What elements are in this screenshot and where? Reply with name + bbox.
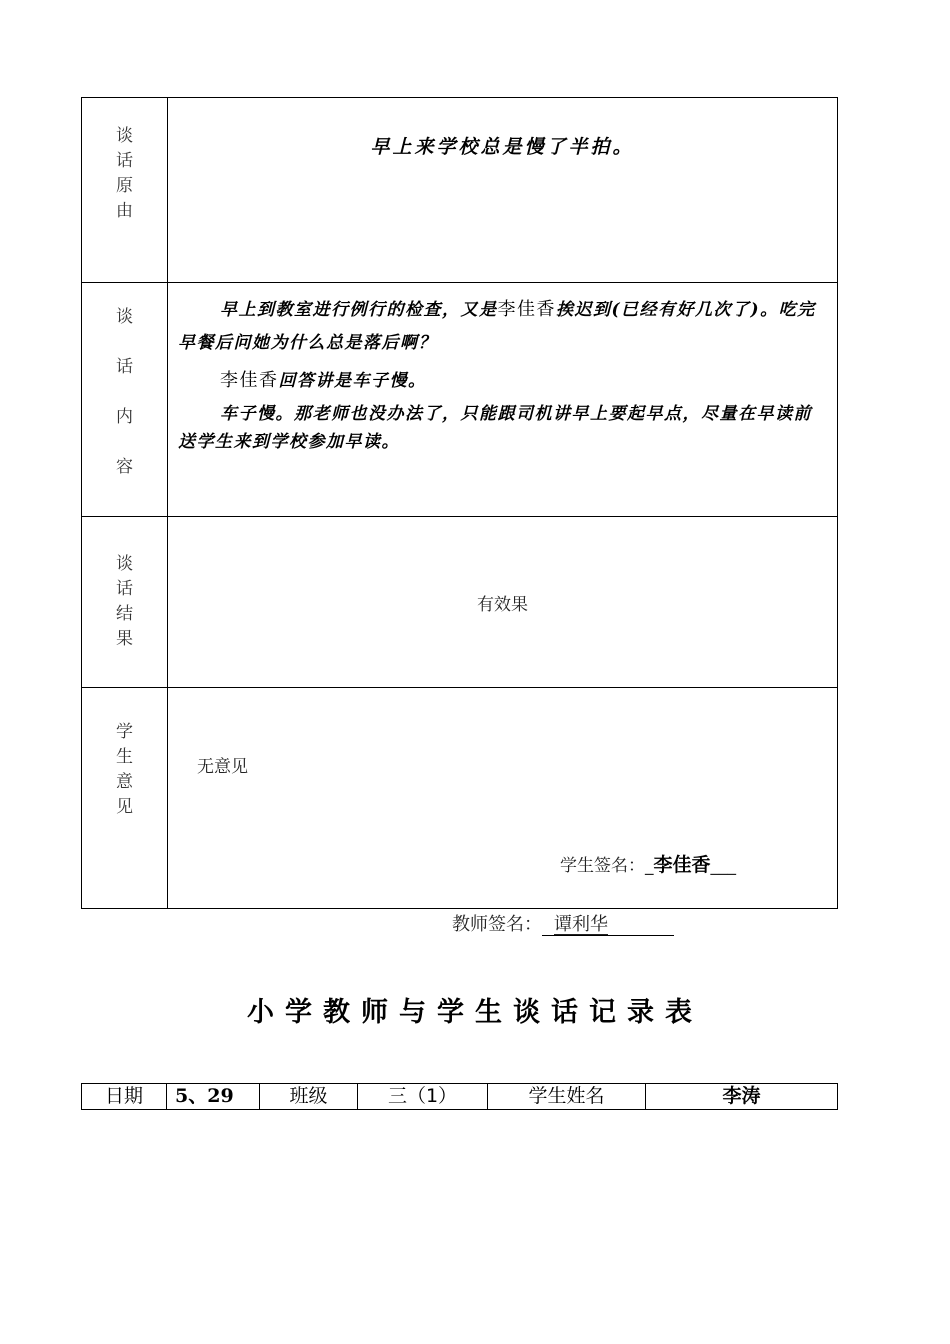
content-label-cell bbox=[82, 283, 168, 517]
student-name-label: 学生姓名 bbox=[488, 1084, 646, 1110]
reason-row bbox=[82, 98, 838, 283]
teacher-signature-name: 谭利华 bbox=[542, 915, 674, 936]
content-row bbox=[82, 283, 838, 517]
page-title: 小学教师与学生谈话记录表 bbox=[247, 997, 703, 1028]
student-signature-name: 李佳香 bbox=[653, 854, 711, 876]
content-text-cell bbox=[168, 283, 838, 517]
teacher-signature-label: 教师签名： bbox=[452, 914, 542, 935]
student-signature: 学生签名：_李佳香___ bbox=[560, 854, 737, 876]
result-content-cell bbox=[168, 517, 838, 688]
class-value: 三（1） bbox=[358, 1084, 488, 1110]
result-label-cell bbox=[82, 517, 168, 688]
opinion-label: 学 生 意 见 bbox=[116, 722, 133, 817]
talk-record-table bbox=[81, 97, 838, 909]
date-label: 日期 bbox=[82, 1084, 167, 1110]
class-label: 班级 bbox=[260, 1084, 358, 1110]
result-row bbox=[82, 517, 838, 688]
reason-label: 谈 话 原 由 bbox=[116, 126, 133, 221]
content-paragraph-3: 车子慢。那老师也没办法了，只能跟司机讲早上要起早点，尽量在早读前送学生来到学校参加早读。 bbox=[178, 404, 812, 452]
opinion-content-cell bbox=[168, 688, 838, 909]
result-text: 有效果 bbox=[477, 594, 528, 615]
reason-content-cell bbox=[168, 98, 838, 283]
student-signature-label: 学生签名： bbox=[560, 856, 645, 876]
teacher-signature bbox=[452, 910, 674, 936]
student-name-value: 李涛 bbox=[646, 1084, 838, 1110]
opinion-label-cell bbox=[82, 688, 168, 909]
opinion-row bbox=[82, 688, 838, 909]
content-paragraph-1: 早上到教室进行例行的检查，又是李佳香挨迟到(已经有好几次了)。吃完早餐后问她为什么总是落后啊？ bbox=[178, 299, 816, 353]
student-info-table bbox=[81, 1083, 838, 1110]
reason-text: 早上来学校总是慢了半拍。 bbox=[370, 136, 635, 158]
content-paragraph-2: 李佳香回答讲是车子慢。 bbox=[220, 370, 427, 391]
content-label: 谈 话 内 容 bbox=[116, 306, 133, 477]
opinion-text: 无意见 bbox=[197, 757, 248, 777]
date-value: 5、29 bbox=[167, 1084, 260, 1110]
student-info-row bbox=[82, 1084, 838, 1110]
reason-label-cell bbox=[82, 98, 168, 283]
result-label: 谈 话 结 果 bbox=[116, 554, 133, 649]
